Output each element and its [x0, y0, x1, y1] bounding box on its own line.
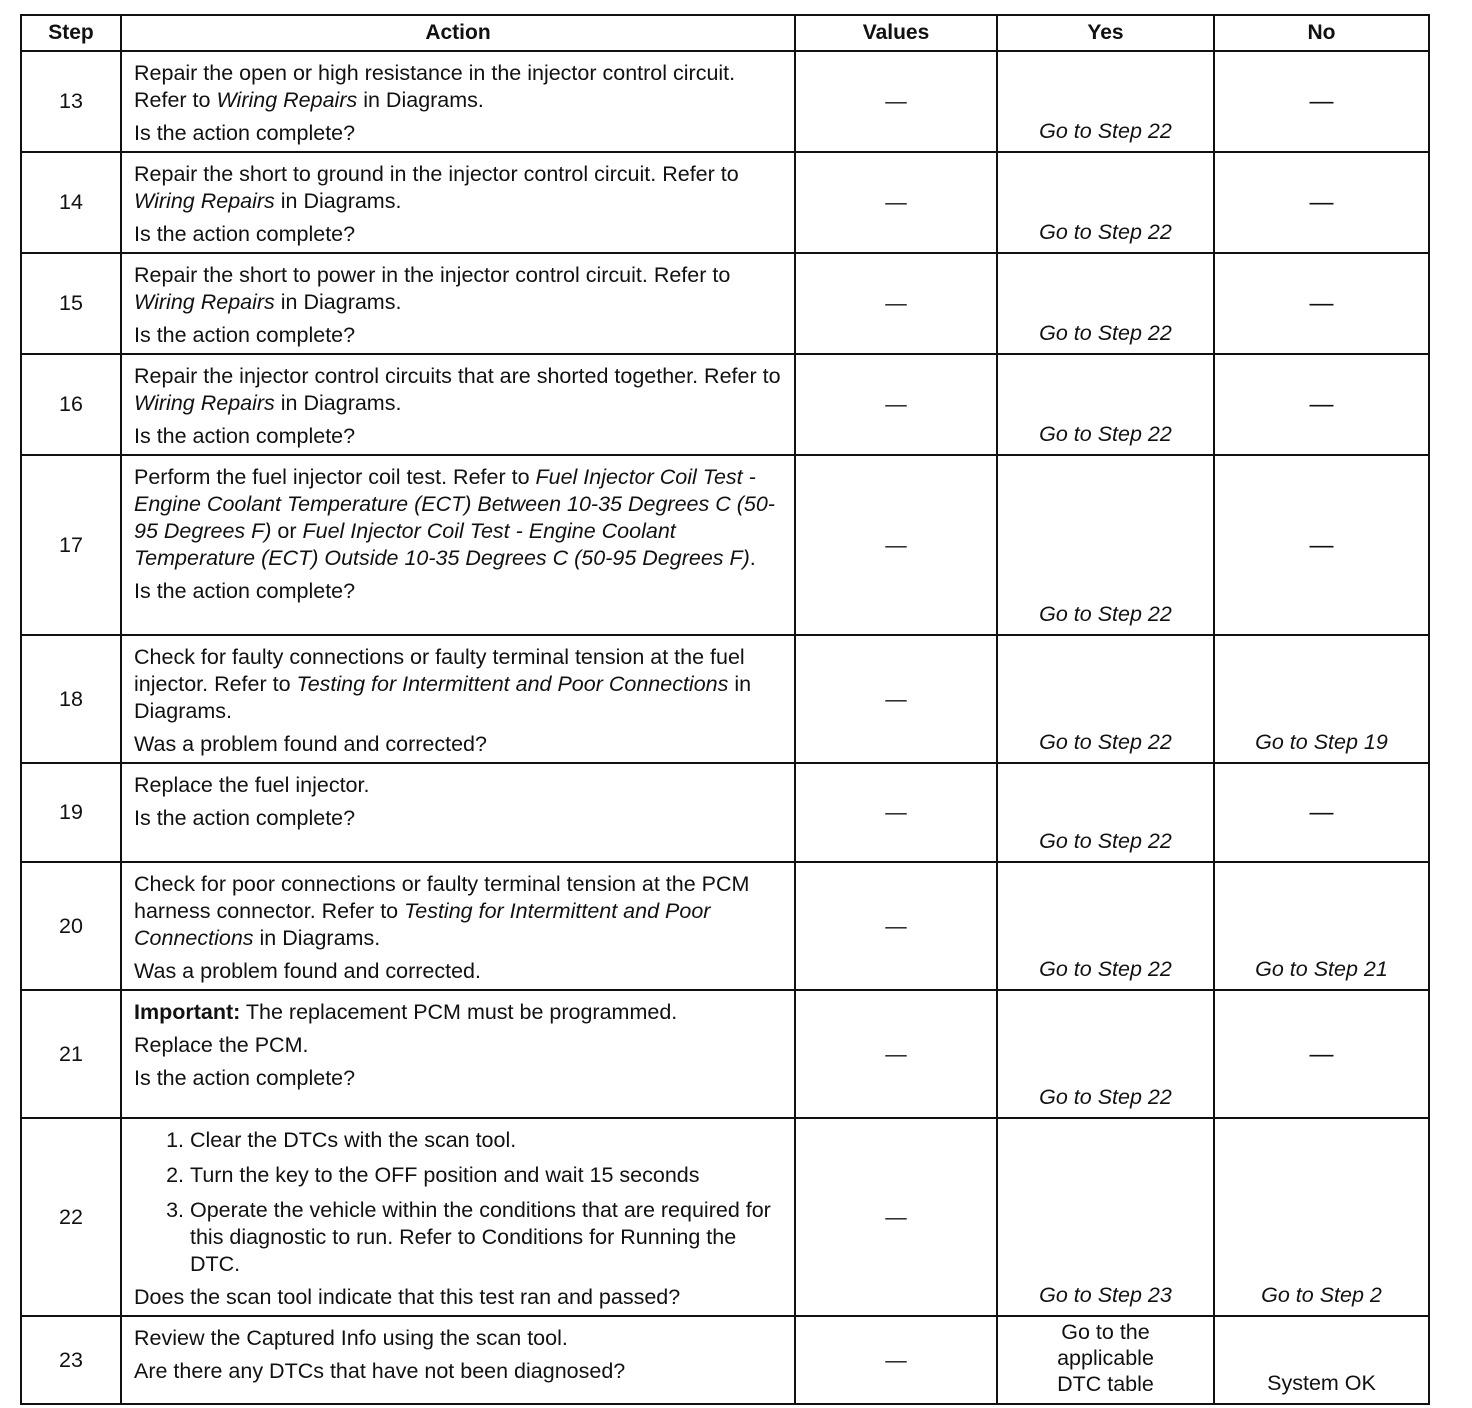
step-number: 14: [21, 152, 121, 253]
yes-link[interactable]: Go to Step 22: [997, 635, 1214, 763]
important-note: Important: The replacement PCM must be programmed.: [134, 1000, 678, 1024]
no-result: System OK: [1214, 1316, 1429, 1404]
action-cell: [121, 1316, 795, 1404]
action-text: Review the Captured Info using the scan tool.: [134, 1326, 568, 1350]
action-question: Is the action complete?: [134, 121, 356, 145]
action-question: Is the action complete?: [134, 1066, 356, 1090]
values-cell: —: [795, 152, 997, 253]
header-values: Values: [795, 15, 997, 51]
values-cell: —: [795, 990, 997, 1118]
header-row: [21, 15, 1429, 51]
header-action: Action: [121, 15, 795, 51]
no-cell: —: [1214, 253, 1429, 354]
list-item: 2. Turn the key to the OFF position and wait 15 seconds: [190, 1162, 784, 1189]
table-row-step-14: [21, 152, 1429, 253]
action-cell: [121, 1118, 795, 1316]
action-text: Repair the short to ground in the injector control circuit. Refer to Wiring Repairs in Diagrams.: [134, 162, 739, 213]
no-link[interactable]: Go to Step 2: [1214, 1118, 1429, 1316]
table-row-step-16: [21, 354, 1429, 455]
yes-link[interactable]: [997, 1316, 1214, 1404]
yes-link[interactable]: Go to Step 22: [997, 455, 1214, 635]
no-link[interactable]: Go to Step 21: [1214, 862, 1429, 990]
yes-line: Go to the: [1061, 1320, 1150, 1344]
table-row-step-20: [21, 862, 1429, 990]
values-cell: —: [795, 763, 997, 862]
yes-line: applicable: [1057, 1346, 1154, 1370]
yes-link[interactable]: Go to Step 22: [997, 862, 1214, 990]
action-question: Is the action complete?: [134, 222, 356, 246]
action-text: Repair the injector control circuits that are shorted together. Refer to Wiring Repairs in Diagrams.: [134, 364, 781, 415]
values-cell: —: [795, 862, 997, 990]
table-row-step-21: [21, 990, 1429, 1118]
yes-link[interactable]: Go to Step 22: [997, 354, 1214, 455]
action-text: Check for faulty connections or faulty terminal tension at the fuel injector. Refer to Testing for Intermittent and Poor Connections in Diagrams.: [134, 645, 752, 723]
action-cell: [121, 51, 795, 152]
list-item: 3. Operate the vehicle within the conditions that are required for this diagnostic to run. Refer to Conditions for Running the DTC.: [190, 1197, 784, 1278]
yes-link[interactable]: Go to Step 22: [997, 253, 1214, 354]
action-cell: [121, 455, 795, 635]
action-question: Is the action complete?: [134, 323, 356, 347]
table-row-step-19: [21, 763, 1429, 862]
no-cell: —: [1214, 763, 1429, 862]
yes-link[interactable]: Go to Step 22: [997, 51, 1214, 152]
step-number: 23: [21, 1316, 121, 1404]
values-cell: —: [795, 51, 997, 152]
action-question: Is the action complete?: [134, 806, 356, 830]
yes-link[interactable]: Go to Step 22: [997, 990, 1214, 1118]
step-number: 17: [21, 455, 121, 635]
table-row-step-23: [21, 1316, 1429, 1404]
action-question: Was a problem found and corrected.: [134, 959, 481, 983]
yes-link[interactable]: Go to Step 23: [997, 1118, 1214, 1316]
yes-link[interactable]: Go to Step 22: [997, 152, 1214, 253]
header-yes: Yes: [997, 15, 1214, 51]
action-text: Replace the PCM.: [134, 1033, 309, 1057]
table-row-step-18: [21, 635, 1429, 763]
step-number: 19: [21, 763, 121, 862]
step-number: 20: [21, 862, 121, 990]
step-number: 16: [21, 354, 121, 455]
action-cell: [121, 152, 795, 253]
list-item: 1. Clear the DTCs with the scan tool.: [190, 1127, 784, 1154]
step-number: 21: [21, 990, 121, 1118]
table-row-step-22: [21, 1118, 1429, 1316]
action-text: Check for poor connections or faulty terminal tension at the PCM harness connector. Refer to Testing for Intermittent and Poor Connections in Diagrams.: [134, 872, 750, 950]
header-step: Step: [21, 15, 121, 51]
no-cell: —: [1214, 455, 1429, 635]
no-cell: —: [1214, 990, 1429, 1118]
yes-link[interactable]: Go to Step 22: [997, 763, 1214, 862]
table-row-step-15: [21, 253, 1429, 354]
header-no: No: [1214, 15, 1429, 51]
action-question: Was a problem found and corrected?: [134, 732, 487, 756]
step-number: 22: [21, 1118, 121, 1316]
action-question: Is the action complete?: [134, 579, 356, 603]
values-cell: —: [795, 455, 997, 635]
action-question: Is the action complete?: [134, 424, 356, 448]
table-row-step-13: [21, 51, 1429, 152]
action-text: Repair the open or high resistance in the injector control circuit. Refer to Wiring Repairs in Diagrams.: [134, 61, 736, 112]
no-cell: —: [1214, 354, 1429, 455]
no-link[interactable]: Go to Step 19: [1214, 635, 1429, 763]
action-cell: [121, 862, 795, 990]
values-cell: —: [795, 635, 997, 763]
values-cell: —: [795, 1118, 997, 1316]
yes-line: DTC table: [1057, 1372, 1154, 1396]
action-question: Does the scan tool indicate that this test ran and passed?: [134, 1285, 681, 1309]
action-cell: [121, 763, 795, 862]
action-list: [134, 1127, 784, 1278]
values-cell: —: [795, 1316, 997, 1404]
action-cell: [121, 990, 795, 1118]
step-number: 13: [21, 51, 121, 152]
action-text: Perform the fuel injector coil test. Refer to Fuel Injector Coil Test - Engine Coolant Temperature (ECT) Between 10-35 Degrees C (50-95 Degrees F) or Fuel Injector Coil Test - Engine Coolant Temperature (ECT) Outside 10-35 Degrees C (50-95 Degrees F).: [134, 465, 775, 570]
step-number: 15: [21, 253, 121, 354]
step-number: 18: [21, 635, 121, 763]
action-text: Repair the short to power in the injector control circuit. Refer to Wiring Repairs in Diagrams.: [134, 263, 731, 314]
table-row-step-17: [21, 455, 1429, 635]
no-cell: —: [1214, 152, 1429, 253]
action-text: Replace the fuel injector.: [134, 773, 370, 797]
diagnostic-table: [20, 14, 1430, 1405]
action-cell: [121, 354, 795, 455]
no-cell: —: [1214, 51, 1429, 152]
values-cell: —: [795, 253, 997, 354]
action-cell: [121, 635, 795, 763]
action-question: Are there any DTCs that have not been diagnosed?: [134, 1359, 626, 1383]
values-cell: —: [795, 354, 997, 455]
action-cell: [121, 253, 795, 354]
